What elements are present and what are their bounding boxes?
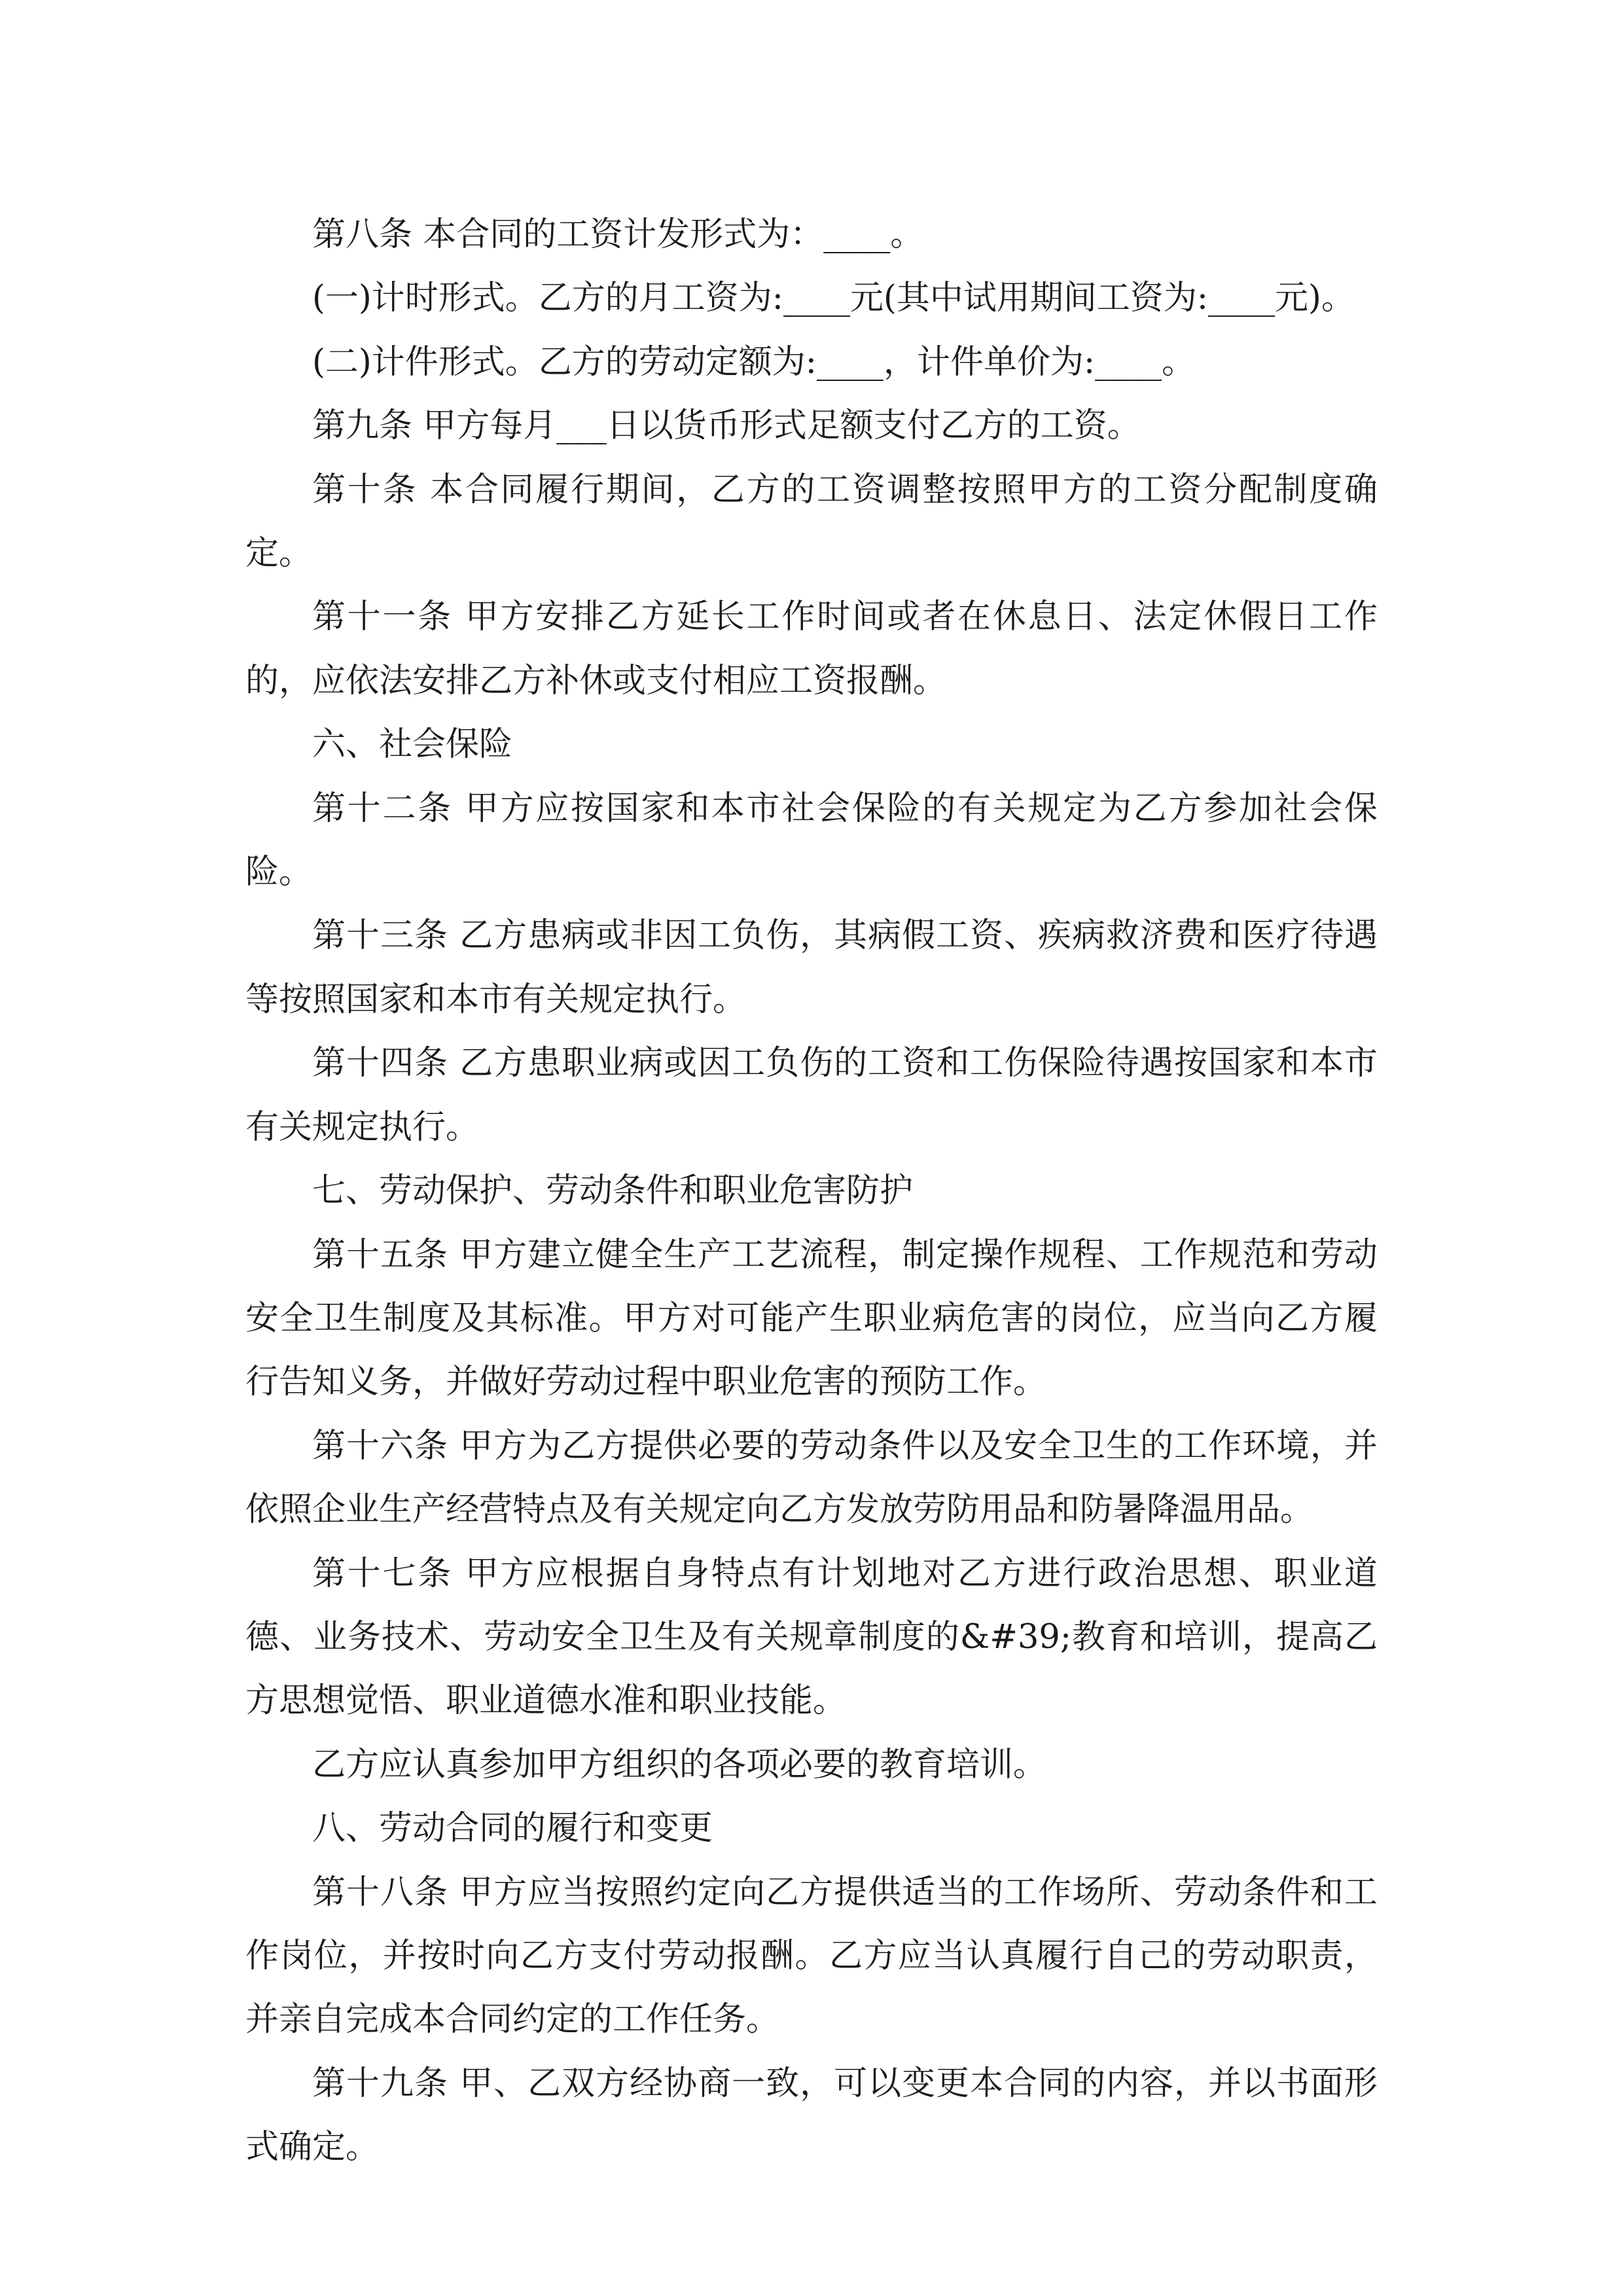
article-14-paragraph: 第十四条 乙方患职业病或因工负伤的工资和工伤保险待遇按国家和本市有关规定执行。 [245,1044,1378,1147]
training-paragraph: 乙方应认真参加甲方组织的各项必要的教育培训。 [312,1745,1047,1784]
document-page [245,203,1378,2179]
piece-rate-paragraph: (二)计件形式。乙方的劳动定额为:____，计件单价为:____。 [312,342,1196,382]
hourly-wage-paragraph: (一)计时形式。乙方的月工资为:____元(其中试用期间工资为:____元)。 [312,279,1355,318]
article-17-paragraph: 第十七条 甲方应根据自身特点有计划地对乙方进行政治思想、职业道德、业务技术、劳动安全卫生及有关规章制度的&#39;教育和培训，提高乙方思想觉悟、职业道德水准和职业技能。 [245,1554,1378,1721]
article-11-paragraph: 第十一条 甲方安排乙方延长工作时间或者在休息日、法定休假日工作的，应依法安排乙方补休或支付相应工资报酬。 [245,598,1378,700]
article-12-paragraph: 第十二条 甲方应按国家和本市社会保险的有关规定为乙方参加社会保险。 [245,789,1378,892]
article-13-paragraph: 第十三条 乙方患病或非因工负伤，其病假工资、疾病救济费和医疗待遇等按照国家和本市有关规定执行。 [245,916,1378,1019]
article-16-paragraph: 第十六条 甲方为乙方提供必要的劳动条件以及安全卫生的工作环境，并依照企业生产经营特点及有关规定向乙方发放劳防用品和防暑降温用品。 [245,1426,1378,1530]
article-15-paragraph: 第十五条 甲方建立健全生产工艺流程，制定操作规程、工作规范和劳动安全卫生制度及其标准。甲方对可能产生职业病危害的岗位，应当向乙方履行告知义务，并做好劳动过程中职业危害的预防工作。 [245,1235,1378,1402]
article-8-paragraph: 第八条 本合同的工资计发形式为：____。 [312,215,924,254]
section-heading-labor-protection: 七、劳动保护、劳动条件和职业危害防护 [312,1172,914,1211]
article-9-paragraph: 第九条 甲方每月___日以货币形式足额支付乙方的工资。 [312,406,1141,446]
section-heading-social-insurance: 六、社会保险 [312,725,513,764]
article-10-paragraph: 第十条 本合同履行期间，乙方的工资调整按照甲方的工资分配制度确定。 [245,470,1378,573]
article-19-paragraph: 第十九条 甲、乙双方经协商一致，可以变更本合同的内容，并以书面形式确定。 [245,2064,1378,2167]
article-18-paragraph: 第十八条 甲方应当按照约定向乙方提供适当的工作场所、劳动条件和工作岗位，并按时向乙方支付劳动报酬。乙方应当认真履行自己的劳动职责，并亲自完成本合同约定的工作任务。 [245,1873,1378,2039]
section-heading-performance-change: 八、劳动合同的履行和变更 [312,1809,713,1848]
